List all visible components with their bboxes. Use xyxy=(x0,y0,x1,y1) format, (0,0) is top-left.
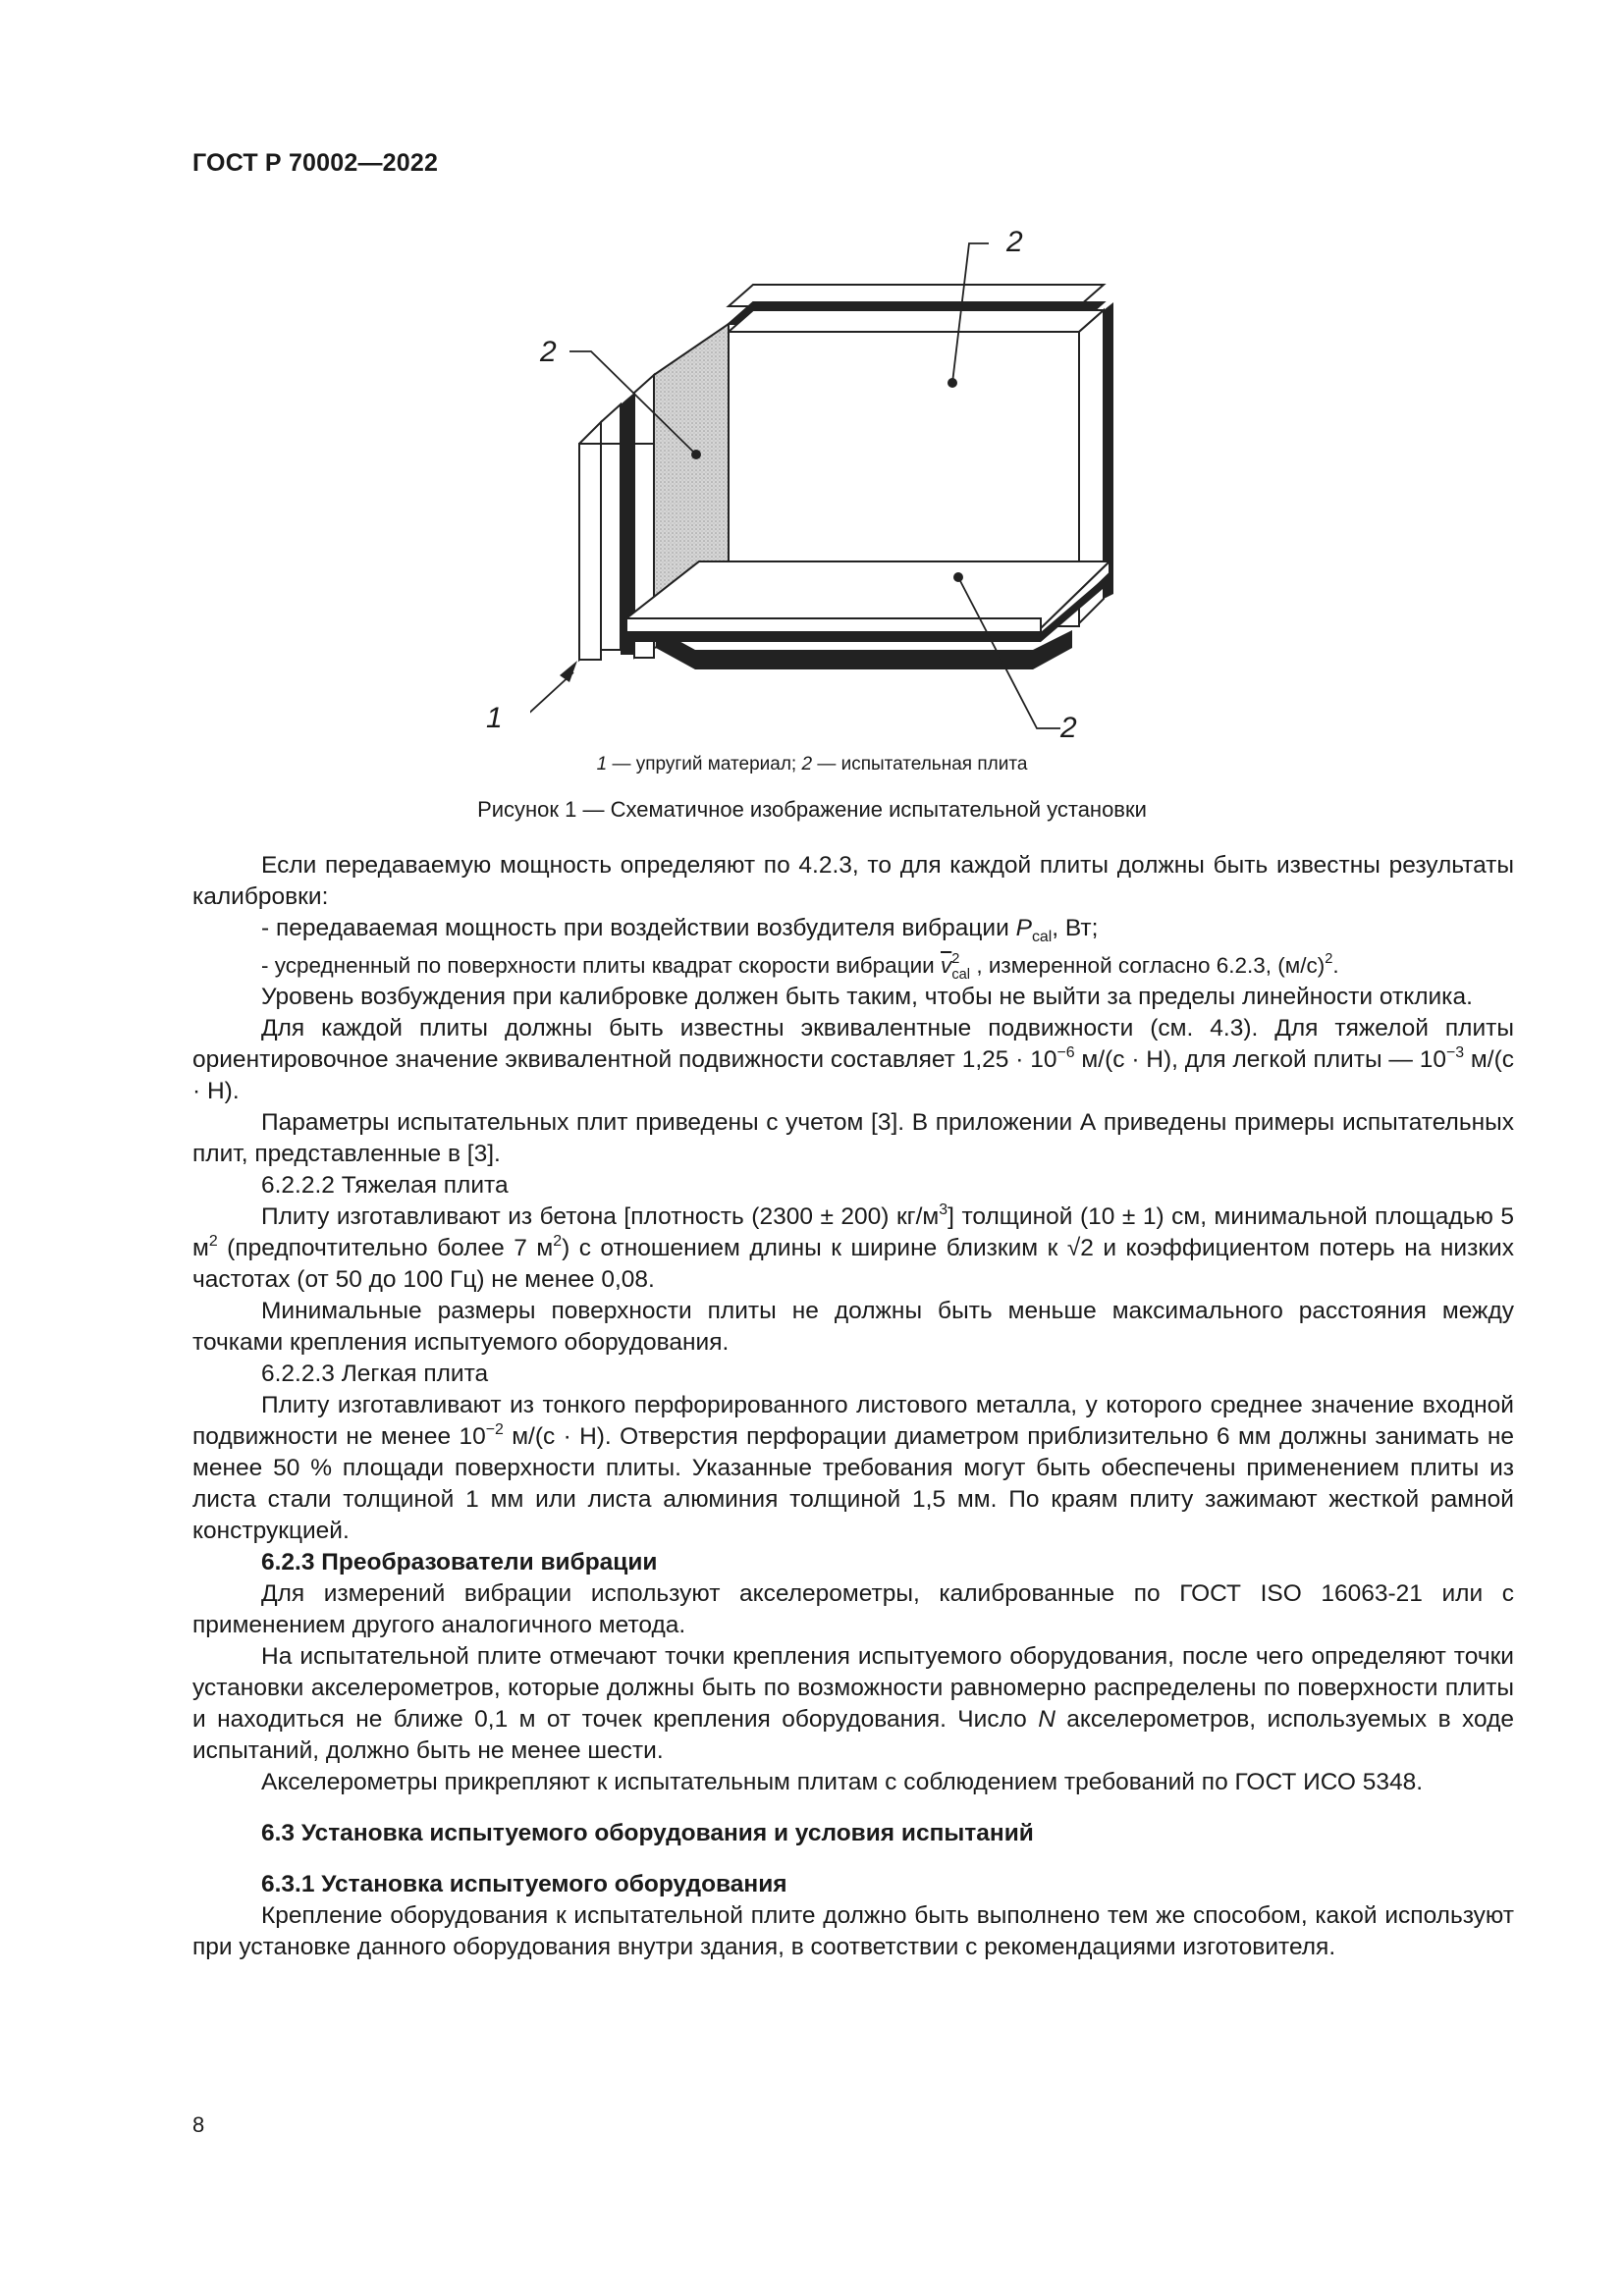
section-heading-6-3: 6.3 Установка испытуемого оборудования и условия испытаний xyxy=(261,1820,1034,1846)
list-item: - передаваемая мощность при воздействии возбудителя вибрации $P_{cal}$, Вт; xyxy=(261,915,1099,945)
paragraph: Для измерений вибрации используют акселерометры, калиброванные по ГОСТ ISO 16063-21 или с применением другого аналогичного метода. xyxy=(192,1580,1514,1638)
paragraph: На испытательной плите отмечают точки крепления испытуемого оборудования, после чего определяют точки установки акселерометров, которые должны быть по возможности равномерно распределены по поверхности плиты и находиться не ближе 0,1 м от точек крепления оборудования. Число N акселерометров, используемых в ходе испытаний, должно быть не менее шести. xyxy=(192,1643,1514,1764)
test-setup-figure xyxy=(486,226,1119,744)
paragraph: Если передаваемую мощность определяют по 4.2.3, то для каждой плиты должны быть известны результаты калибровки: xyxy=(192,852,1514,910)
list-item: - усредненный по поверхности плиты квадрат скорости вибрации $\overline{v}^2_{cal}$ , измеренной согласно 6.2.3, $(м/с)^2$. xyxy=(261,951,1339,983)
figure-legend: 1 — упругий материал; 2 — испытательная плита xyxy=(596,754,1028,774)
figure-drawing xyxy=(530,226,1119,736)
paragraph: Крепление оборудования к испытательной плите должно быть выполнено тем же способом, какой используют при установке данного оборудования внутри здания, в соответствии с рекомендациями изготовителя. xyxy=(192,1902,1514,1960)
floor-plate xyxy=(626,561,1110,669)
document-header: ГОСТ Р 70002—2022 xyxy=(192,149,439,177)
arrow-head xyxy=(560,661,577,682)
label-plate-floor: 2 xyxy=(1060,712,1077,744)
subsection-heading: 6.2.2.3 Легкая плита xyxy=(261,1361,489,1387)
label-plate-left: 2 xyxy=(540,336,557,368)
paragraph: Акселерометры прикрепляют к испытательным плитам с соблюдением требований по ГОСТ ИСО 5348. xyxy=(261,1769,1424,1795)
body-text xyxy=(192,850,1514,1963)
label-plate-top: 2 xyxy=(1006,226,1023,258)
subsection-heading: 6.2.2.2 Тяжелая плита xyxy=(261,1172,509,1199)
paragraph: Для каждой плиты должны быть известны эквивалентные подвижности (см. 4.3). Для тяжелой плиты ориентировочное значение эквивалентной подвижности составляет $1,25 \cdot 10^{-6}$ м/(с · Н), для легкой плиты — $10^{-3}$ м/(с · Н). xyxy=(192,1015,1514,1104)
section-heading-6-2-3: 6.2.3 Преобразователи вибрации xyxy=(261,1549,658,1575)
section-heading-6-3-1: 6.3.1 Установка испытуемого оборудования xyxy=(261,1871,787,1897)
paragraph: Уровень возбуждения при калибровке должен быть таким, чтобы не выйти за пределы линейности отклика. xyxy=(261,984,1473,1010)
page-number: 8 xyxy=(192,2112,205,2137)
paragraph: Плиту изготавливают из тонкого перфорированного листового металла, у которого среднее значение входной подвижности не менее $10^{-2}$ м/(с · Н). Отверстия перфорации диаметром приблизительно 6 мм должны занимать не менее 50 % площади поверхности плиты. Указанные требования могут быть обеспечены применением плиты из листа стали толщиной 1 мм или листа алюминия толщиной 1,5 мм. По краям плиту зажимают жесткой рамной конструкцией. xyxy=(192,1392,1514,1544)
paragraph: Плиту изготавливают из бетона [плотность (2300 ± 200) $кг/м^3$] толщиной (10 ± 1) см, минимальной площадью 5 $м^2$ (предпочтительно более 7 $м^2$) с отношением длины к ширине близким к √2 и коэффициентом потерь на низких частотах (от 50 до 100 Гц) не менее 0,08. xyxy=(192,1201,1514,1293)
figure-caption: Рисунок 1 — Схематичное изображение испытательной установки xyxy=(477,797,1147,822)
paragraph: Параметры испытательных плит приведены с учетом [3]. В приложении А приведены примеры испытательных плит, представленные в [3]. xyxy=(192,1109,1514,1167)
label-elastic-material: 1 xyxy=(486,702,503,734)
paragraph: Минимальные размеры поверхности плиты не должны быть меньше максимального расстояния между точками крепления испытуемого оборудования. xyxy=(192,1298,1514,1356)
